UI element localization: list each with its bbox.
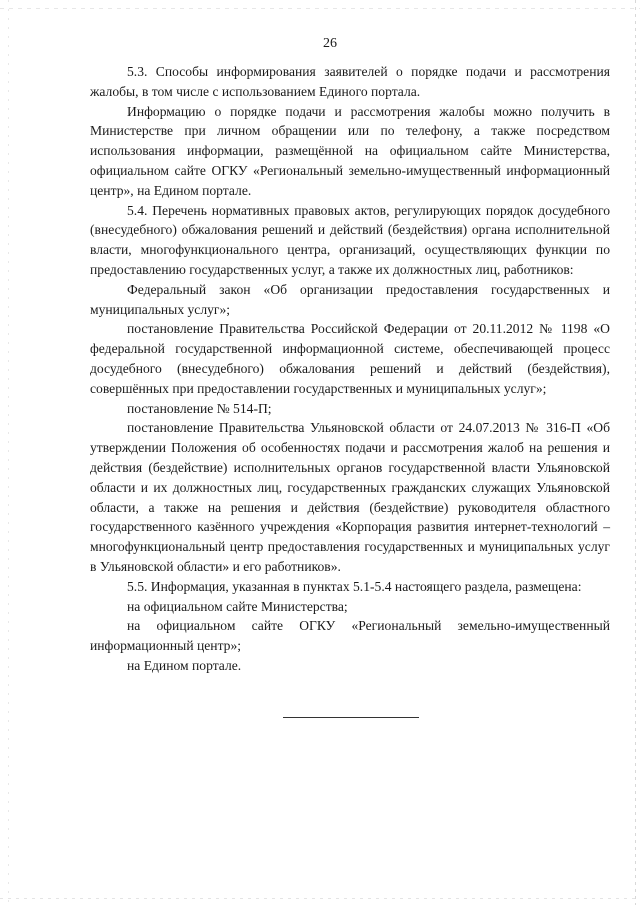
document-body <box>90 62 610 676</box>
list-item-resolution-514: постановление № 514-П; <box>127 400 272 416</box>
scan-edge-bottom <box>0 898 640 899</box>
paragraph-info-how-to-get: Информацию о порядке подачи и рассмотрения жалобы можно получить в Министерстве при личном обращении или по телефону, а также посредством использования информации, размещённой на официальном сайте Министерства, официальном сайте ОГКУ «Региональный земельно-имущественный информационный центр», на Едином портале. <box>90 103 610 198</box>
list-item-federal-law: Федеральный закон «Об организации предоставления государственных и муниципальных услуг»; <box>90 281 610 317</box>
scan-edge-top <box>0 8 640 9</box>
paragraph-5-3: 5.3. Способы информирования заявителей о порядке подачи и рассмотрения жалобы, в том числе с использованием Единого портала. <box>90 64 610 99</box>
list-item-ulyanovsk-resolution-316: постановление Правительства Ульяновской области от 24.07.2013 № 316-П «Об утверждении Положения об особенностях подачи и рассмотрения жалоб на решения и действия (бездействие) исполнительных органов государственной власти Ульяновской области и их должностных лиц, государственных гражданских служащих Ульяновской области, а также на решения и действия (бездействие) руководителя областного государственного казённого учреждения «Корпорация развития интернет-технологий – многофункциональный центр предоставления государственных и муниципальных услуг в Ульяновской области» и его работников». <box>90 420 610 574</box>
list-item-unified-portal: на Едином портале. <box>127 657 242 673</box>
scan-edge-right <box>635 0 636 905</box>
list-item-ministry-site: на официальном сайте Министерства; <box>127 598 348 614</box>
end-divider <box>283 717 419 718</box>
page-number: 26 <box>323 36 337 51</box>
scan-edge-left <box>8 0 9 905</box>
list-item-ogku-site: на официальном сайте ОГКУ «Региональный земельно-имущественный информационный центр»; <box>90 618 610 654</box>
list-item-rf-resolution-1198: постановление Правительства Российской Федерации от 20.11.2012 № 1198 «О федеральной государственной информационной системе, обеспечивающей процесс досудебного (внесудебного) обжалования решений и действий (бездействия), совершённых при предоставлении государственных и муниципальных услуг»; <box>90 321 610 396</box>
paragraph-5-5: 5.5. Информация, указанная в пунктах 5.1-5.4 настоящего раздела, размещена: <box>127 578 582 594</box>
paragraph-5-4: 5.4. Перечень нормативных правовых актов, регулирующих порядок досудебного (внесудебного) обжалования решений и действий (бездействия) органа исполнительной власти, многофункционального центра, организаций, осуществляющих функции по предоставлению государственных услуг, а также их должностных лиц, работников: <box>90 202 610 277</box>
